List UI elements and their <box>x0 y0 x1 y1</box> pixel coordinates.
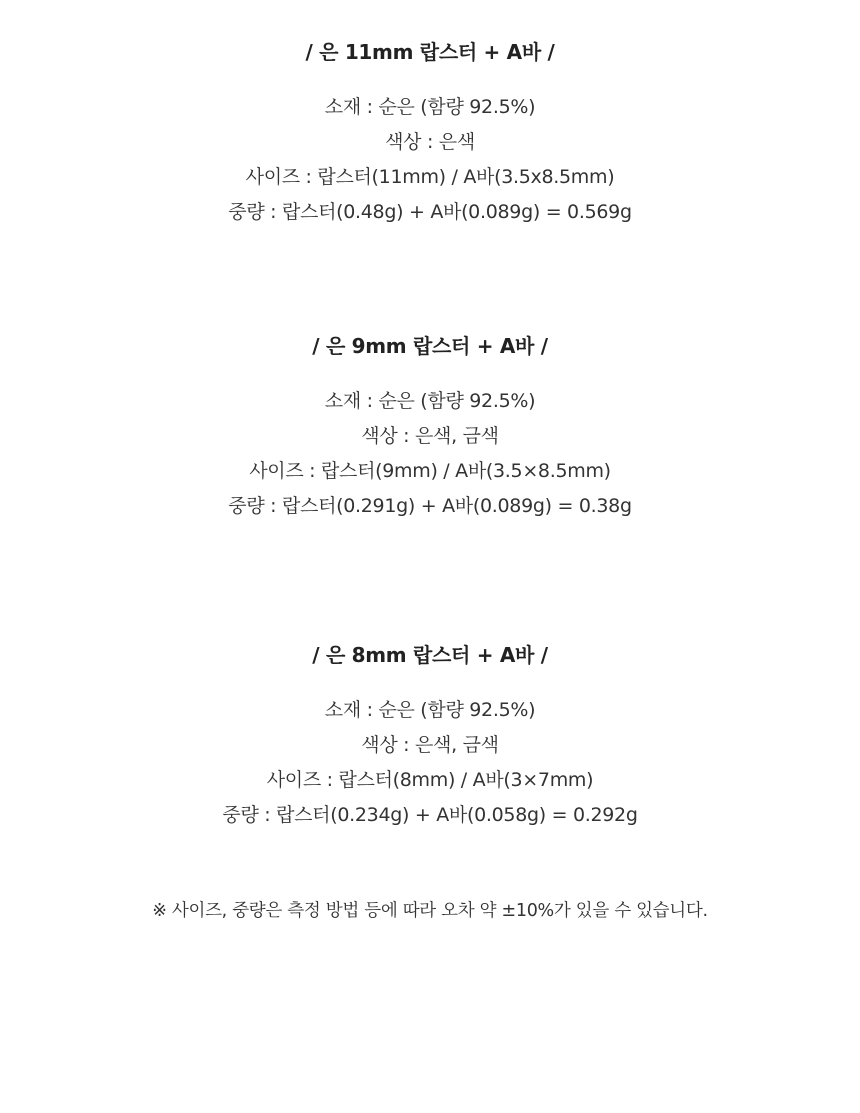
weight-line: 중량 : 랍스터(0.234g) + A바(0.058g) = 0.292g <box>222 804 638 826</box>
section-title: / 은 11mm 랍스터 + A바 / <box>305 40 555 64</box>
section-title: / 은 8mm 랍스터 + A바 / <box>312 643 548 667</box>
material-line: 소재 : 순은 (함량 92.5%) <box>324 390 536 412</box>
size-line: 사이즈 : 랍스터(11mm) / A바(3.5x8.5mm) <box>245 166 615 188</box>
size-line: 사이즈 : 랍스터(9mm) / A바(3.5×8.5mm) <box>249 460 611 482</box>
section-title: / 은 9mm 랍스터 + A바 / <box>312 334 548 358</box>
weight-line: 중량 : 랍스터(0.291g) + A바(0.089g) = 0.38g <box>228 495 632 517</box>
material-line: 소재 : 순은 (함량 92.5%) <box>324 699 536 721</box>
product-spec-section-11mm <box>0 40 860 230</box>
color-line: 색상 : 은색, 금색 <box>361 734 499 756</box>
color-line: 색상 : 은색 <box>385 131 475 153</box>
measurement-tolerance-note: ※ 사이즈, 중량은 측정 방법 등에 따라 오차 약 ±10%가 있을 수 있습니다. <box>152 901 708 921</box>
color-line: 색상 : 은색, 금색 <box>361 425 499 447</box>
weight-line: 중량 : 랍스터(0.48g) + A바(0.089g) = 0.569g <box>228 201 632 223</box>
product-spec-section-8mm <box>0 643 860 833</box>
size-line: 사이즈 : 랍스터(8mm) / A바(3×7mm) <box>266 769 594 791</box>
product-spec-section-9mm <box>0 334 860 524</box>
material-line: 소재 : 순은 (함량 92.5%) <box>324 96 536 118</box>
